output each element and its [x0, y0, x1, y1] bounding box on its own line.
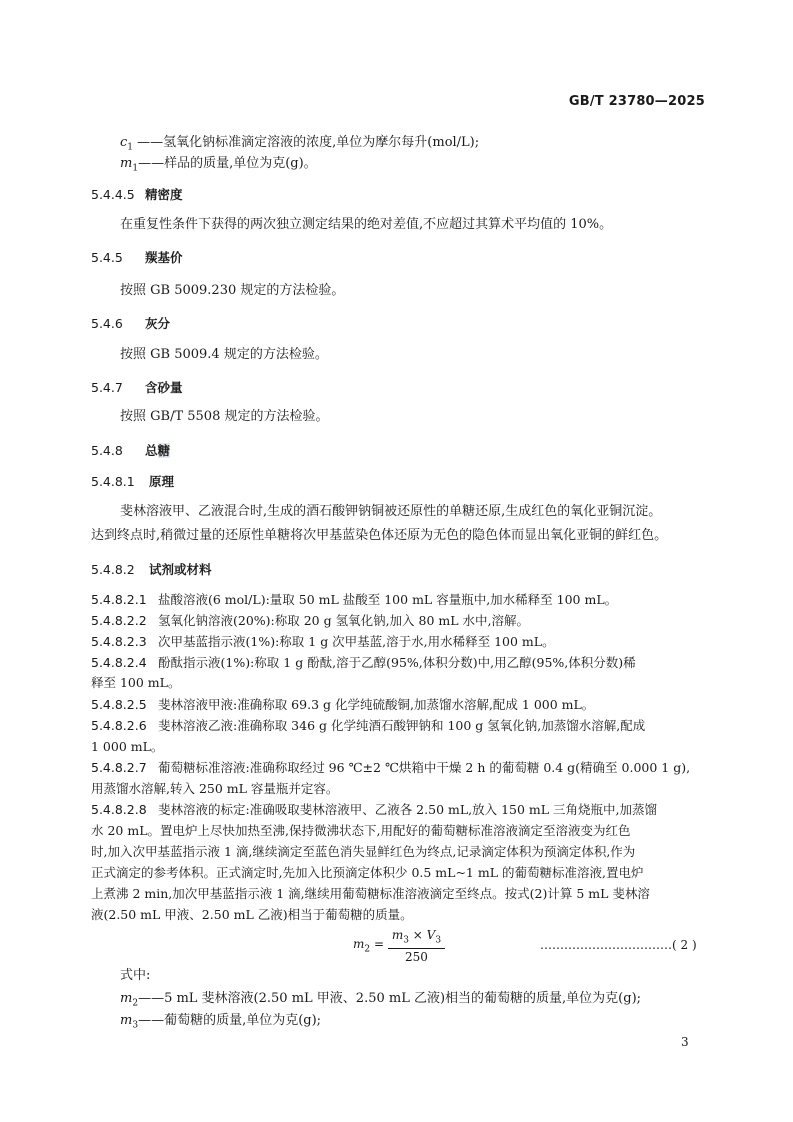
variable-definition-m1: $m_1——$样品的质量,单位为克(g)。: [120, 156, 317, 174]
reagent-item: 5.4.8.2.8 斐林溶液的标定:准确吸取斐林溶液甲、乙液各 2.50 mL,放入 150 mL 三角烧瓶中,加蒸馏: [91, 802, 658, 817]
reagent-item-continuation: 正式滴定的参考体积。正式滴定时,先加入比预滴定体积少 0.5 mL~1 mL 的葡萄糖标准溶液,置电炉: [91, 865, 644, 880]
section-heading-5-4-8-1: 5.4.8.1 原理: [91, 474, 175, 489]
reagent-item-continuation: 水 20 mL。置电炉上尽快加热至沸,保持微沸状态下,用配好的葡萄糖标准溶液滴定至溶液变为红色: [91, 823, 631, 838]
page-number: 3: [681, 1035, 689, 1049]
section-heading-5-4-8-2: 5.4.8.2 试剂或材料: [91, 562, 212, 577]
section-heading-5-4-8: 5.4.8 总糖: [91, 443, 171, 458]
section-heading-5-4-6: 5.4.6 灰分: [91, 316, 171, 331]
section-heading-5-4-5: 5.4.5 羰基价: [91, 250, 183, 265]
formula-2: $m_2$ = $\frac{m_3 \times V_3}{250}$: [353, 928, 445, 964]
paragraph-sand: 按照 GB/T 5508 规定的方法检验。: [120, 409, 329, 424]
reagent-item-continuation: 液(2.50 mL 甲液、2.50 mL 乙液)相当于葡萄糖的质量。: [91, 907, 413, 922]
paragraph-ash: 按照 GB 5009.4 规定的方法检验。: [120, 347, 328, 362]
reagent-item: 5.4.8.2.5 斐林溶液甲液:准确称取 69.3 g 化学纯硫酸铜,加蒸馏水溶解,配成 1 000 mL。: [91, 697, 595, 712]
formula-fraction: $\frac{m_3 \times V_3}{250}$: [388, 928, 445, 964]
section-heading-5-4-4-5: 5.4.4.5 精密度: [91, 187, 183, 202]
paragraph-carbonyl: 按照 GB 5009.230 规定的方法检验。: [120, 283, 345, 298]
reagent-item: 5.4.8.2.2 氢氧化钠溶液(20%):称取 20 g 氢氧化钠,加入 80 mL 水中,溶解。: [91, 613, 530, 628]
variable-definition-c1: $c_1$ ——氢氧化钠标准滴定溶液的浓度,单位为摩尔每升(mol/L);: [120, 135, 480, 153]
where-label: 式中:: [120, 968, 151, 983]
variable-definition-m3: $m_3——$葡萄糖的质量,单位为克(g);: [120, 1013, 322, 1031]
variable-definition-m2: $m_2——5$ mL 斐林溶液(2.50 mL 甲液、2.50 mL 乙液)相当的葡萄糖的质量,单位为克(g);: [120, 991, 642, 1009]
reagent-item: 5.4.8.2.3 次甲基蓝指示液(1%):称取 1 g 次甲基蓝,溶于水,用水稀释至 100 mL。: [91, 634, 555, 649]
reagent-item: 5.4.8.2.1 盐酸溶液(6 mol/L):量取 50 mL 盐酸至 100 mL 容量瓶中,加水稀释至 100 mL。: [91, 592, 618, 607]
reagent-item-continuation: 时,加入次甲基蓝指示液 1 滴,继续滴定至蓝色消失显鲜红色为终点,记录滴定体积为预滴定体积,作为: [91, 844, 636, 859]
formula-number: ……………………………( 2 ): [540, 938, 697, 952]
reagent-item: 5.4.8.2.4 酚酞指示液(1%):称取 1 g 酚酞,溶于乙醇(95%,体积分数)中,用乙醇(95%,体积分数)稀: [91, 655, 636, 670]
reagent-item-continuation: 用蒸馏水溶解,转入 250 mL 容量瓶并定容。: [91, 781, 339, 796]
standard-number: GB/T 23780—2025: [568, 94, 705, 109]
reagent-item-continuation: 1 000 mL。: [91, 739, 164, 754]
reagent-item: 5.4.8.2.7 葡萄糖标准溶液:准确称取经过 96 ℃±2 ℃烘箱中干燥 2 h 的葡萄糖 0.4 g(精确至 0.000 1 g),: [91, 760, 691, 775]
paragraph-precision: 在重复性条件下获得的两次独立测定结果的绝对差值,不应超过其算术平均值的 10%。: [120, 217, 613, 232]
principle-line-2: 达到终点时,稍微过量的还原性单糖将次甲基蓝染色体还原为无色的隐色体而显出氧化亚铜的鲜红色。: [91, 528, 668, 543]
section-heading-5-4-7: 5.4.7 含砂量: [91, 380, 183, 395]
principle-line-1: 斐林溶液甲、乙液混合时,生成的酒石酸钾钠铜被还原性的单糖还原,生成红色的氧化亚铜沉淀。: [120, 504, 662, 519]
reagent-item-continuation: 释至 100 mL。: [91, 675, 181, 690]
reagent-item: 5.4.8.2.6 斐林溶液乙液:准确称取 346 g 化学纯酒石酸钾钠和 100 g 氢氧化钠,加蒸馏水溶解,配成: [91, 718, 646, 733]
reagent-item-continuation: 上煮沸 2 min,加次甲基蓝指示液 1 滴,继续用葡萄糖标准溶液滴定至终点。按式(2)计算 5 mL 斐林溶: [91, 886, 650, 901]
